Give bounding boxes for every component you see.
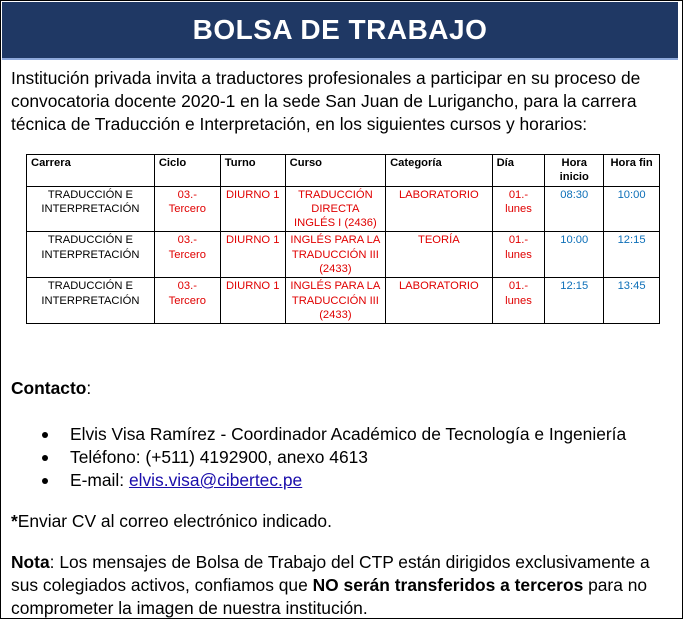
column-header: Turno (220, 155, 285, 187)
note-label: Nota (11, 552, 50, 572)
column-header: Hora inicio (545, 155, 604, 187)
intro-paragraph: Institución privada invita a traductores profesionales a participar en su proceso de convocatoria docente 2020-1 en la sede San Juan de Lurigancho, para la carrera técnica de Traducción e Interpretación, en los siguientes cursos y horarios: (11, 68, 641, 134)
note-paragraph (11, 551, 677, 620)
table-row (27, 232, 660, 278)
list-item (40, 423, 626, 446)
email-link[interactable]: elvis.visa@cibertec.pe (128, 470, 303, 490)
cell-turno: DIURNO 1 (220, 232, 285, 278)
cv-star: * (11, 511, 18, 531)
cv-instruction (11, 511, 332, 532)
cell-carrera: TRADUCCIÓN E INTERPRETACIÓN (27, 186, 155, 232)
cv-text: Enviar CV al correo electrónico indicado. (17, 511, 332, 531)
cell-ciclo: 03.- Tercero (154, 186, 220, 232)
contact-separator: - (215, 424, 232, 444)
table-row (27, 186, 660, 232)
list-item (40, 469, 626, 492)
table-row (27, 278, 660, 324)
cell-dia: 01.- lunes (492, 186, 545, 232)
email-label: E-mail: (70, 470, 129, 490)
cell-dia: 01.- lunes (492, 232, 545, 278)
cell-categoria: TEORÍA (386, 232, 493, 278)
cell-hora-inicio: 08:30 (545, 186, 604, 232)
divider (682, 62, 683, 82)
contact-name: Elvis Visa Ramírez (70, 424, 216, 444)
page-title: BOLSA DE TRABAJO (192, 14, 488, 45)
cell-hora-inicio: 10:00 (545, 232, 604, 278)
cell-categoria: LABORATORIO (386, 278, 493, 324)
note-text-start: : Los mensajes de Bolsa de Trabajo del CTP están dirigidos exclusivamente a sus colegiados activos, confiamos que (11, 552, 650, 595)
cell-curso: INGLÉS PARA LA TRADUCCIÓN III (2433) (285, 232, 385, 278)
note-emphasis: NO serán transferidos a terceros (312, 575, 584, 595)
cell-hora-fin: 12:15 (604, 232, 660, 278)
column-header: Carrera (27, 155, 155, 187)
contact-heading: Contacto: (11, 378, 92, 398)
column-header: Día (492, 155, 545, 187)
column-header: Curso (285, 155, 385, 187)
cell-carrera: TRADUCCIÓN E INTERPRETACIÓN (27, 232, 155, 278)
column-header: Ciclo (154, 155, 220, 187)
list-item (40, 446, 626, 469)
cell-turno: DIURNO 1 (220, 186, 285, 232)
cell-hora-fin: 13:45 (604, 278, 660, 324)
bullet-icon (42, 478, 48, 484)
schedule-table (26, 154, 660, 324)
table-header-row (27, 155, 660, 187)
cell-carrera: TRADUCCIÓN E INTERPRETACIÓN (27, 278, 155, 324)
cell-curso: INGLÉS PARA LA TRADUCCIÓN III (2433) (285, 278, 385, 324)
contact-list (40, 423, 626, 492)
cell-ciclo: 03.- Tercero (154, 278, 220, 324)
cell-categoria: LABORATORIO (386, 186, 493, 232)
contact-role: Coordinador Académico de Tecnología e Ingeniería (231, 424, 627, 444)
cell-dia: 01.- lunes (492, 278, 545, 324)
cell-turno: DIURNO 1 (220, 278, 285, 324)
column-header: Hora fin (604, 155, 660, 187)
cell-curso: TRADUCCIÓN DIRECTA INGLÉS I (2436) (285, 186, 385, 232)
note-text-end: para no comprometer la imagen de nuestra institución. (11, 575, 648, 618)
title-banner (2, 2, 678, 60)
contact-label: Contacto (11, 378, 87, 398)
cell-hora-fin: 10:00 (604, 186, 660, 232)
cell-ciclo: 03.- Tercero (154, 232, 220, 278)
contact-phone: Teléfono: (+511) 4192900, anexo 4613 (70, 447, 368, 467)
bullet-icon (42, 432, 48, 438)
column-header: Categoría (386, 155, 493, 187)
bullet-icon (42, 455, 48, 461)
cell-hora-inicio: 12:15 (545, 278, 604, 324)
